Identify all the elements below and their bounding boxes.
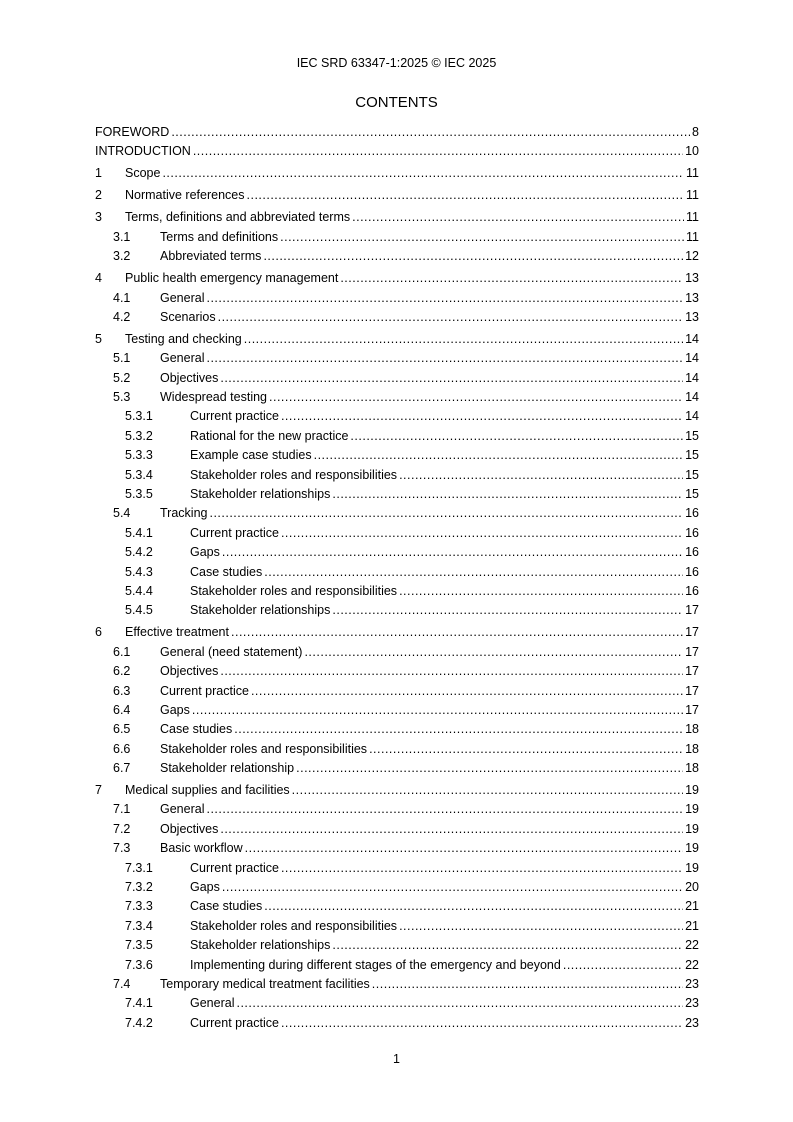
table-of-contents — [95, 123, 699, 1033]
toc-entry-page: 10 — [685, 144, 699, 159]
toc-entry-page: 21 — [685, 918, 699, 933]
toc-entry-page: 22 — [685, 938, 699, 953]
toc-entry-number: 6.5 — [113, 722, 131, 737]
toc-entry-number: 2 — [95, 188, 102, 203]
toc-entry[interactable] — [95, 349, 699, 368]
toc-entry[interactable] — [95, 701, 699, 720]
toc-entry-title: Current practice — [190, 860, 279, 875]
toc-entry[interactable] — [95, 759, 699, 778]
toc-entry-title: Case studies — [190, 564, 263, 579]
toc-leader-dots — [234, 720, 683, 739]
toc-leader-dots — [206, 800, 683, 819]
toc-entry-page: 15 — [685, 448, 699, 463]
toc-leader-dots — [206, 349, 683, 368]
toc-entry-title: Example case studies — [190, 448, 312, 463]
toc-entry-page: 16 — [685, 545, 699, 560]
toc-entry[interactable] — [95, 839, 699, 858]
toc-entry-page: 11 — [686, 188, 699, 203]
toc-entry-number: 7.3.5 — [125, 938, 153, 953]
toc-leader-dots — [296, 759, 683, 778]
toc-leader-dots — [399, 466, 683, 485]
toc-entry[interactable] — [95, 563, 699, 582]
toc-leader-dots — [220, 820, 683, 839]
toc-entry[interactable] — [95, 781, 699, 800]
toc-entry-page: 16 — [685, 506, 699, 521]
toc-entry-title: Stakeholder relationship — [160, 761, 295, 776]
toc-entry-page: 23 — [685, 1015, 699, 1030]
toc-entry-title: Temporary medical treatment facilities — [160, 976, 370, 991]
toc-entry[interactable] — [95, 994, 699, 1013]
toc-entry[interactable] — [95, 308, 699, 327]
toc-entry[interactable] — [95, 720, 699, 739]
toc-leader-dots — [244, 330, 683, 349]
toc-entry-title: Stakeholder relationships — [190, 938, 331, 953]
toc-entry-number: 6.6 — [113, 741, 131, 756]
toc-entry[interactable] — [95, 859, 699, 878]
toc-entry-number: 5.4.5 — [125, 603, 153, 618]
toc-entry-number: 7.4.2 — [125, 1015, 153, 1030]
toc-entry-number: 7.1 — [113, 802, 131, 817]
toc-entry-page: 21 — [685, 899, 699, 914]
toc-entry-page: 17 — [685, 683, 699, 698]
toc-entry-page: 15 — [685, 487, 699, 501]
toc-entry[interactable] — [95, 164, 699, 183]
toc-entry-page: 13 — [685, 271, 699, 286]
toc-entry[interactable] — [95, 330, 699, 349]
toc-entry-page: 12 — [685, 249, 699, 264]
toc-entry[interactable] — [95, 820, 699, 839]
toc-leader-dots — [264, 563, 683, 582]
toc-entry-title: FOREWORD — [95, 125, 170, 139]
toc-entry-number: 3.2 — [113, 249, 131, 264]
toc-leader-dots — [332, 601, 683, 620]
toc-leader-dots — [281, 859, 683, 878]
toc-leader-dots — [209, 504, 683, 523]
toc-entry-page: 11 — [686, 166, 699, 181]
toc-entry-title: Scenarios — [160, 309, 216, 324]
toc-entry[interactable] — [95, 407, 699, 426]
toc-leader-dots — [222, 878, 683, 897]
toc-entry[interactable] — [95, 142, 699, 161]
toc-leader-dots — [340, 269, 683, 288]
toc-entry-number: 7.2 — [113, 821, 131, 836]
toc-entry-page: 17 — [685, 625, 699, 640]
toc-entry-number: 5 — [95, 331, 102, 346]
toc-entry-title: Effective treatment — [125, 625, 229, 640]
toc-entry-number: 5.4.2 — [125, 545, 153, 560]
toc-entry-title: Objectives — [160, 370, 219, 385]
toc-entry-page: 14 — [685, 351, 699, 366]
toc-entry[interactable] — [95, 897, 699, 916]
toc-leader-dots — [220, 662, 683, 681]
toc-entry-page: 16 — [685, 564, 699, 579]
toc-entry-page: 23 — [685, 996, 699, 1011]
toc-leader-dots — [220, 369, 683, 388]
toc-entry-title: Stakeholder roles and responsibilities — [190, 583, 398, 598]
toc-entry-title: Widespread testing — [160, 390, 268, 405]
toc-entry[interactable] — [95, 446, 699, 465]
toc-entry-page: 11 — [686, 229, 699, 244]
toc-entry-title: Current practice — [190, 1015, 279, 1030]
toc-entry-number: 6 — [95, 625, 102, 640]
toc-entry-title: Testing and checking — [125, 331, 242, 346]
toc-entry-number: 5.1 — [113, 351, 131, 366]
toc-entry-title: General — [160, 290, 205, 305]
toc-entry-title: INTRODUCTION — [95, 144, 191, 159]
toc-entry-number: 5.3.2 — [125, 428, 153, 443]
toc-leader-dots — [563, 956, 683, 975]
toc-entry-number: 6.7 — [113, 761, 131, 776]
toc-entry-title: Current practice — [190, 409, 279, 424]
toc-entry-title: Stakeholder roles and responsibilities — [190, 467, 398, 482]
toc-entry-number: 7 — [95, 783, 102, 798]
toc-leader-dots — [251, 682, 683, 701]
toc-entry[interactable] — [95, 601, 699, 620]
toc-entry-page: 11 — [686, 210, 699, 225]
toc-leader-dots — [304, 643, 683, 662]
toc-entry-number: 5.3 — [113, 390, 131, 405]
toc-entry-title: Terms and definitions — [160, 229, 279, 244]
toc-leader-dots — [399, 917, 683, 936]
toc-entry[interactable] — [95, 247, 699, 266]
toc-entry-title: Stakeholder roles and responsibilities — [190, 918, 398, 933]
page-number: 1 — [393, 1052, 400, 1066]
toc-entry[interactable] — [95, 740, 699, 759]
toc-entry-number: 5.4.4 — [125, 583, 153, 598]
toc-entry-title: Case studies — [190, 899, 263, 914]
toc-leader-dots — [206, 289, 683, 308]
toc-entry-number: 1 — [95, 166, 102, 181]
toc-entry[interactable] — [95, 543, 699, 562]
toc-entry[interactable] — [95, 427, 699, 446]
toc-entry-number: 7.3.2 — [125, 880, 153, 894]
toc-entry-page: 15 — [685, 467, 699, 482]
toc-leader-dots — [281, 407, 683, 426]
toc-entry[interactable] — [95, 800, 699, 819]
toc-leader-dots — [314, 446, 684, 465]
toc-entry-title: Terms, definitions and abbreviated terms — [125, 210, 351, 225]
toc-leader-dots — [247, 186, 685, 205]
toc-entry-number: 6.4 — [113, 702, 131, 717]
toc-entry-number: 5.4.1 — [125, 525, 153, 540]
toc-entry-title: Medical supplies and facilities — [125, 783, 290, 798]
toc-entry[interactable] — [95, 123, 699, 142]
toc-entry-title: Stakeholder roles and responsibilities — [160, 741, 368, 756]
toc-entry-page: 18 — [685, 761, 699, 776]
toc-entry-page: 22 — [685, 957, 699, 972]
toc-entry-page: 14 — [685, 390, 699, 405]
toc-entry[interactable] — [95, 524, 699, 543]
toc-entry-number: 6.2 — [113, 664, 131, 679]
toc-leader-dots — [263, 247, 683, 266]
toc-entry[interactable] — [95, 289, 699, 308]
toc-entry-page: 18 — [685, 741, 699, 756]
toc-entry-title: General — [160, 351, 205, 366]
toc-leader-dots — [193, 142, 683, 161]
toc-leader-dots — [280, 228, 684, 247]
toc-entry-number: 5.3.4 — [125, 467, 153, 482]
toc-entry-page: 23 — [685, 976, 699, 991]
toc-leader-dots — [171, 123, 690, 142]
toc-leader-dots — [245, 839, 683, 858]
toc-entry-number: 7.3.1 — [125, 860, 153, 875]
toc-entry[interactable] — [95, 878, 699, 897]
toc-leader-dots — [352, 208, 684, 227]
toc-entry-number: 4.1 — [113, 290, 131, 305]
toc-leader-dots — [231, 623, 683, 642]
toc-entry-title: Basic workflow — [160, 841, 243, 856]
toc-entry-page: 14 — [685, 331, 699, 346]
toc-entry-number: 5.3.5 — [125, 487, 153, 501]
toc-entry[interactable] — [95, 917, 699, 936]
toc-leader-dots — [281, 524, 683, 543]
toc-entry-title: General — [160, 802, 205, 817]
toc-entry[interactable] — [95, 643, 699, 662]
toc-entry-number: 7.4 — [113, 976, 131, 991]
toc-leader-dots — [222, 543, 683, 562]
toc-entry-page: 17 — [685, 664, 699, 679]
toc-leader-dots — [292, 781, 683, 800]
toc-entry-number: 7.4.1 — [125, 996, 153, 1011]
toc-entry-page: 19 — [685, 783, 699, 798]
toc-entry-page: 16 — [685, 583, 699, 598]
toc-leader-dots — [162, 164, 684, 183]
toc-leader-dots — [372, 975, 683, 994]
toc-leader-dots — [332, 485, 683, 504]
toc-entry-page: 17 — [685, 603, 699, 618]
toc-leader-dots — [399, 582, 683, 601]
toc-entry-page: 19 — [685, 860, 699, 875]
toc-entry-number: 5.4 — [113, 506, 131, 521]
toc-entry-number: 3 — [95, 210, 102, 225]
toc-entry-page: 19 — [685, 841, 699, 856]
toc-entry[interactable] — [95, 228, 699, 247]
toc-entry[interactable] — [95, 186, 699, 205]
toc-entry-title: Stakeholder relationships — [190, 487, 331, 501]
toc-leader-dots — [369, 740, 683, 759]
toc-entry-title: General (need statement) — [160, 644, 303, 659]
toc-entry[interactable] — [95, 504, 699, 523]
toc-entry-number: 7.3.3 — [125, 899, 153, 914]
toc-entry[interactable] — [95, 466, 699, 485]
toc-entry-title: Tracking — [160, 506, 208, 521]
toc-entry-page: 16 — [685, 525, 699, 540]
toc-entry-title: Objectives — [160, 821, 219, 836]
toc-entry[interactable] — [95, 623, 699, 642]
toc-entry[interactable] — [95, 1014, 699, 1033]
toc-entry[interactable] — [95, 956, 699, 975]
toc-entry[interactable] — [95, 485, 699, 504]
toc-entry-title: Objectives — [160, 664, 219, 679]
toc-entry-page: 13 — [685, 309, 699, 324]
toc-entry[interactable] — [95, 269, 699, 288]
toc-entry-title: Gaps — [190, 880, 220, 894]
toc-leader-dots — [236, 994, 683, 1013]
toc-entry-title: Gaps — [160, 702, 190, 717]
toc-entry-page: 19 — [685, 821, 699, 836]
toc-entry-title: Implementing during different stages of the emergency and beyond — [190, 957, 561, 972]
toc-entry[interactable] — [95, 388, 699, 407]
toc-entry-title: Abbreviated terms — [160, 249, 262, 264]
toc-entry-page: 14 — [685, 409, 699, 424]
toc-entry-number: 7.3.4 — [125, 918, 153, 933]
toc-entry-page: 19 — [685, 802, 699, 817]
toc-entry-page: 15 — [685, 428, 699, 443]
toc-entry-title: Scope — [125, 166, 161, 181]
toc-leader-dots — [281, 1014, 683, 1033]
toc-entry-page: 14 — [685, 370, 699, 385]
toc-entry-number: 6.3 — [113, 683, 131, 698]
toc-leader-dots — [192, 701, 683, 720]
contents-title: CONTENTS — [355, 94, 438, 111]
toc-entry-page: 18 — [685, 722, 699, 737]
toc-entry-number: 4.2 — [113, 309, 131, 324]
toc-entry-title: Case studies — [160, 722, 233, 737]
toc-entry-number: 3.1 — [113, 229, 131, 244]
toc-entry-title: Current practice — [190, 525, 279, 540]
toc-entry-number: 6.1 — [113, 644, 131, 659]
toc-entry-number: 5.3.1 — [125, 409, 153, 424]
document-header: IEC SRD 63347-1:2025 © IEC 2025 — [296, 56, 497, 70]
toc-entry-page: 13 — [685, 290, 699, 305]
toc-entry-title: Current practice — [160, 683, 249, 698]
toc-leader-dots — [269, 388, 683, 407]
toc-entry-title: General — [190, 996, 235, 1011]
toc-entry-number: 5.4.3 — [125, 564, 153, 579]
toc-leader-dots — [350, 427, 683, 446]
toc-leader-dots — [332, 936, 683, 955]
toc-entry[interactable] — [95, 369, 699, 388]
toc-entry-number: 7.3 — [113, 841, 131, 856]
toc-entry-title: Rational for the new practice — [190, 428, 349, 443]
toc-entry-title: Normative references — [125, 188, 245, 203]
toc-entry-number: 5.2 — [113, 370, 131, 385]
toc-entry-page: 17 — [685, 702, 699, 717]
toc-entry-page: 17 — [685, 644, 699, 659]
toc-entry[interactable] — [95, 975, 699, 994]
toc-entry[interactable] — [95, 208, 699, 227]
toc-entry[interactable] — [95, 582, 699, 601]
toc-entry[interactable] — [95, 662, 699, 681]
toc-entry-title: Stakeholder relationships — [190, 603, 331, 618]
toc-entry-title: Public health emergency management — [125, 271, 339, 286]
toc-entry-page: 8 — [692, 125, 699, 139]
toc-leader-dots — [264, 897, 683, 916]
toc-entry-number: 5.3.3 — [125, 448, 153, 463]
toc-entry[interactable] — [95, 936, 699, 955]
toc-entry-number: 4 — [95, 271, 102, 286]
toc-entry-title: Gaps — [190, 545, 220, 560]
toc-leader-dots — [218, 308, 684, 327]
toc-entry-page: 20 — [685, 880, 699, 894]
toc-entry-number: 7.3.6 — [125, 957, 153, 972]
toc-entry[interactable] — [95, 682, 699, 701]
